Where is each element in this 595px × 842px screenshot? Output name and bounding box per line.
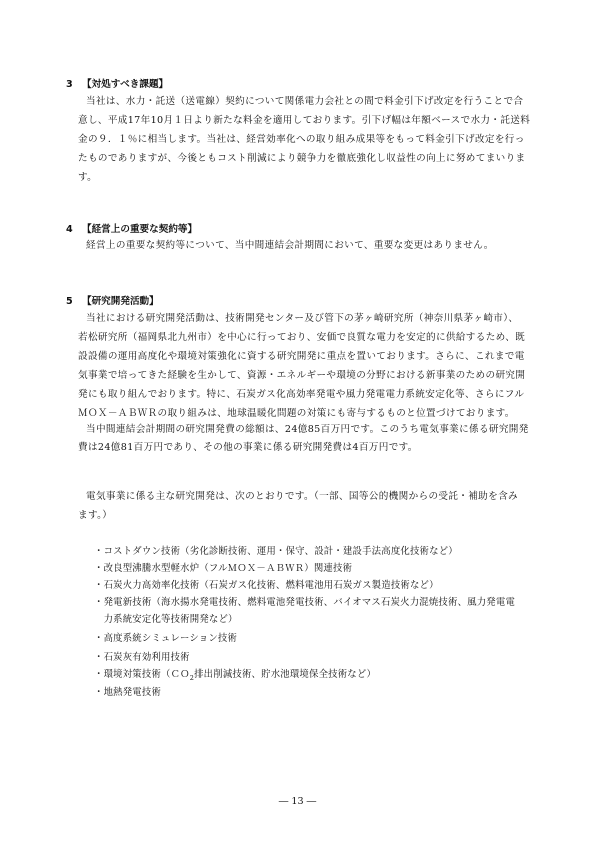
paragraph-line: 当社における研究開発活動は、技術開発センター及び管下の茅ヶ崎研究所（神奈川県茅ヶ崎市）、	[86, 313, 519, 324]
list-item: ・地熱発電技術	[94, 687, 162, 698]
paragraph-line: 気事業で培ってきた経験を生かして、資源・エネルギーや環境の分野における新事業のための研究開	[78, 370, 526, 381]
paragraph-line: 経営上の重要な契約等について、当中間連結会計期間において、重要な変更はありません。	[86, 240, 494, 251]
section-title: 【研究開発活動】	[82, 296, 159, 307]
section-title: 【対処すべき課題】	[82, 79, 169, 90]
list-item: ・石炭火力高効率化技術（石炭ガス化技術、燃料電池用石炭ガス製造技術など）	[94, 580, 439, 591]
paragraph-line: 当中間連結会計期間の研究開発費の総額は、24億85百万円です。このうち電気事業に係る研究開発	[86, 424, 529, 435]
section-heading-3	[66, 76, 168, 90]
list-item: 力系統安定化等技術開発など）	[94, 614, 238, 625]
paragraph-line: ＭＯＸ－ＡＢＷＲの取り組みは、地球温暖化問題の対策にも寄与するものと位置づけております。	[78, 408, 515, 419]
paragraph-line: 若松研究所（福岡県北九州市）を中心に行っており、安価で良質な電力を安定的に供給するため、既	[78, 332, 526, 343]
paragraph-line: 当社は、水力・託送（送電線）契約について関係電力会社との間で料金引下げ改定を行うことで合	[86, 96, 524, 107]
list-item: ・発電新技術（海水揚水発電技術、燃料電池発電技術、バイオマス石炭火力混焼技術、風力発電電	[94, 597, 516, 608]
paragraph-line: 金の９．１％に相当します。当社は、経営効率化への取り組み成果等をもって料金引下げ改定を行っ	[78, 134, 525, 145]
list-item: ・コストダウン技術（劣化診断技術、運用・保守、設計・建設手法高度化技術など）	[94, 546, 458, 557]
paragraph-line: 設設備の運用高度化や環境対策強化に資する研究開発に重点を置いております。さらに、これまで電	[78, 351, 525, 362]
list-item: ・改良型沸騰水型軽水炉（フルＭＯＸ－ＡＢＷＲ）関連技術	[94, 563, 353, 574]
section-heading-4	[66, 221, 197, 235]
paragraph-line: 発にも取り組んでおります。特に、石炭ガス化高効率発電や風力発電電力系統安定化等、さらにフル	[78, 389, 525, 400]
section-number: 5	[66, 296, 73, 307]
section-title: 【経営上の重要な契約等】	[82, 224, 198, 235]
intro-line: ます。）	[78, 510, 113, 521]
co2-prefix: ・環境対策技術（ＣＯ	[94, 669, 190, 680]
paragraph-line: す。	[78, 172, 98, 183]
list-item: ・高度系統シミュレーション技術	[94, 633, 238, 644]
page-number: ― 13 ―	[278, 796, 317, 807]
section-number: 4	[66, 224, 73, 235]
paragraph-line: 費は24億81百万円であり、その他の事業に係る研究開発費は4百万円です。	[78, 442, 418, 453]
section-number: 3	[66, 79, 73, 90]
co2-suffix: 排出削減技術、貯水池環境保全技術など）	[194, 669, 377, 680]
co2-subscript: 2	[189, 673, 195, 682]
list-item: ・石炭灰有効利用技術	[94, 652, 190, 663]
intro-line: 電気事業に係る主な研究開発は、次のとおりです。（一部、国等公的機関からの受託・補助を含み	[86, 491, 518, 502]
paragraph-line: たものでありますが、今後ともコスト削減により競争力を徹底強化し収益性の向上に努めてまいりま	[78, 153, 526, 164]
section-heading-5	[66, 293, 159, 307]
list-item-co2	[94, 669, 376, 684]
paragraph-line: 意し、平成17年10月１日より新たな料金を適用しております。引下げ幅は年額ベースで水力・託送料	[78, 115, 531, 126]
